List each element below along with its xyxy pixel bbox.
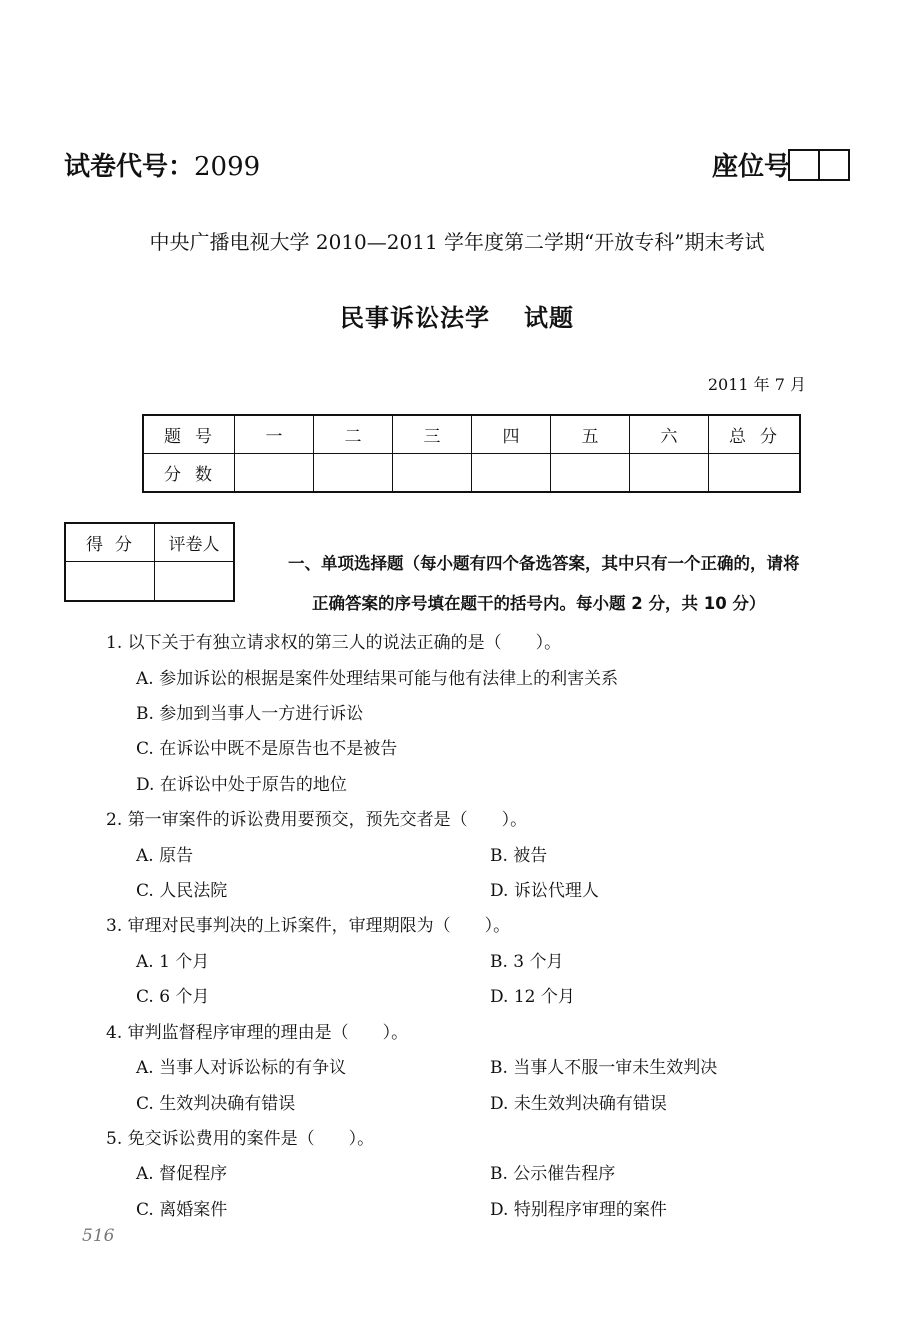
page-number: 516 (82, 1226, 115, 1246)
option: B. 3 个月 (490, 952, 564, 972)
question-stem: 3. 审理对民事判决的上诉案件，审理期限为（ ）。 (106, 916, 511, 936)
score-table-cell: 总分 (709, 415, 801, 454)
option: C. 生效判决确有错误 (136, 1094, 296, 1114)
paper-code (64, 146, 260, 183)
seat-box-2[interactable] (818, 149, 850, 181)
option: D. 未生效判决确有错误 (490, 1094, 667, 1114)
grader-table-cell: 评卷人 (155, 523, 235, 562)
paper-code-label: 试卷代号： (64, 152, 195, 182)
title-suffix: 试题 (524, 304, 574, 332)
grader-table-cell: 得分 (65, 523, 155, 562)
option: D. 在诉讼中处于原告的地位 (136, 775, 347, 795)
option: D. 12 个月 (490, 987, 575, 1007)
score-entry-cell[interactable] (393, 454, 472, 493)
grader-entry-cell[interactable] (65, 562, 155, 602)
score-entry-cell[interactable] (472, 454, 551, 493)
score-table-cell: 分数 (143, 454, 235, 493)
score-table-cell: 一 (235, 415, 314, 454)
score-table-cell: 题号 (143, 415, 235, 454)
option: A. 1 个月 (136, 952, 210, 972)
exam-title (0, 298, 914, 333)
option: A. 督促程序 (136, 1164, 228, 1184)
score-table-cell: 四 (472, 415, 551, 454)
option: B. 参加到当事人一方进行诉讼 (136, 704, 364, 724)
option: C. 人民法院 (136, 881, 228, 901)
score-table-header-row (143, 415, 800, 454)
option: B. 公示催告程序 (490, 1164, 616, 1184)
question-stem: 1. 以下关于有独立请求权的第三人的说法正确的是（ ）。 (106, 633, 562, 653)
option: A. 当事人对诉讼标的有争议 (136, 1058, 347, 1078)
grader-table-header-row (65, 523, 234, 562)
score-table-cell: 六 (630, 415, 709, 454)
seat-number-label: 座位号 (711, 152, 790, 182)
question-stem: 4. 审判监督程序审理的理由是（ ）。 (106, 1023, 409, 1043)
option: C. 6 个月 (136, 987, 210, 1007)
option: B. 当事人不服一审未生效判决 (490, 1058, 718, 1078)
score-entry-cell[interactable] (235, 454, 314, 493)
question-stem: 2. 第一审案件的诉讼费用要预交，预先交者是（ ）。 (106, 810, 528, 830)
seat-number (712, 146, 850, 183)
score-entry-cell[interactable] (630, 454, 709, 493)
option: C. 在诉讼中既不是原告也不是被告 (136, 739, 398, 759)
grader-entry-cell[interactable] (155, 562, 235, 602)
score-entry-cell[interactable] (551, 454, 630, 493)
section-instruction-line-2: 正确答案的序号填在题干的括号内。每小题 2 分，共 10 分） (312, 594, 766, 613)
section-instruction-line-1: 一、单项选择题（每小题有四个备选答案，其中只有一个正确的，请将 (288, 554, 800, 573)
seat-box-1[interactable] (788, 149, 820, 181)
option: A. 原告 (136, 846, 194, 866)
course-name: 民事诉讼法学 (340, 304, 490, 332)
option: C. 离婚案件 (136, 1200, 228, 1220)
question-stem: 5. 免交诉讼费用的案件是（ ）。 (106, 1129, 375, 1149)
option: D. 特别程序审理的案件 (490, 1200, 667, 1220)
option: D. 诉讼代理人 (490, 881, 599, 901)
option: B. 被告 (490, 846, 548, 866)
paper-code-number: 2099 (194, 152, 261, 182)
grader-table (64, 522, 235, 602)
score-table (142, 414, 801, 493)
score-entry-cell[interactable] (709, 454, 801, 493)
score-table-cell: 五 (551, 415, 630, 454)
score-table-score-row (143, 454, 800, 493)
score-table-cell: 二 (314, 415, 393, 454)
exam-header: 中央广播电视大学 2010—2011 学年度第二学期“开放专科”期末考试 (149, 230, 765, 254)
option: A. 参加诉讼的根据是案件处理结果可能与他有法律上的利害关系 (136, 669, 619, 689)
exam-date: 2011 年 7 月 (707, 375, 806, 394)
score-table-cell: 三 (393, 415, 472, 454)
grader-table-entry-row (65, 562, 234, 602)
score-entry-cell[interactable] (314, 454, 393, 493)
